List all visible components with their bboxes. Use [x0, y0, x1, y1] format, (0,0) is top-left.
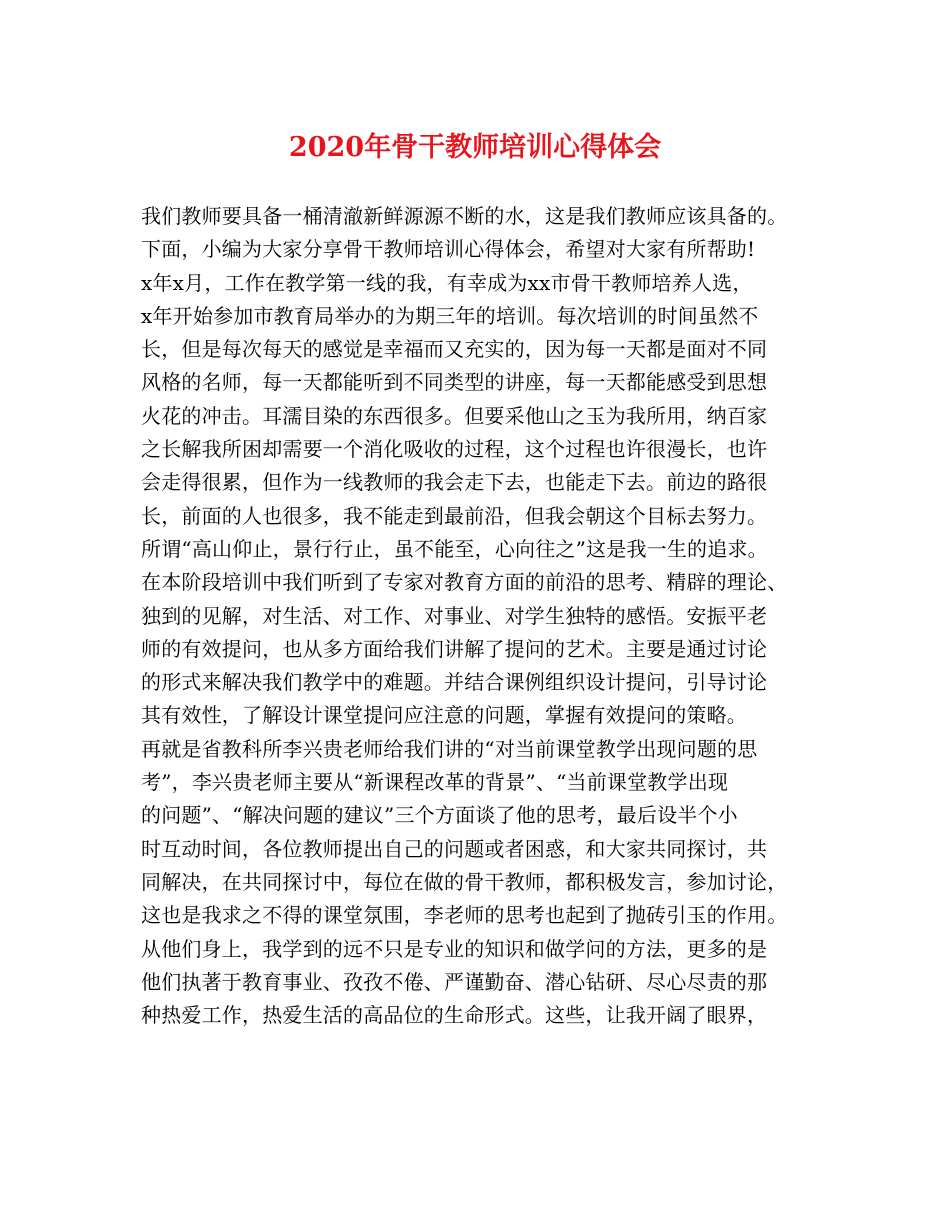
body-line: 我们教师要具备一桶清澈新鲜源源不断的水，这是我们教师应该具备的。 — [141, 204, 788, 228]
body-line: 所谓“高山仰止，景行行止，虽不能至，心向往之”这是我一生的追求。 — [141, 536, 768, 561]
body-line: 同解决，在共同探讨中，每位在做的骨干教师，都积极发言，参加讨论， — [141, 869, 788, 894]
body-line: 时互动时间，各位教师提出自己的问题或者困惑，和大家共同探讨，共 — [141, 836, 768, 861]
body-line: 独到的见解，对生活、对工作、对事业、对学生独特的感悟。安振平老 — [141, 603, 768, 628]
body-line: 他们执著于教育事业、孜孜不倦、严谨勤奋、潜心钻研、尽心尽责的那 — [141, 969, 768, 994]
body-line: 风格的名师，每一天都能听到不同类型的讲座，每一天都能感受到思想 — [141, 370, 768, 395]
body-line: 的形式来解决我们教学中的难题。并结合课例组织设计提问，引导讨论 — [141, 670, 768, 695]
body-line: 的问题”、“解决问题的建议”三个方面谈了他的思考，最后设半个小 — [141, 803, 738, 828]
body-line: 这也是我求之不得的课堂氛围，李老师的思考也起到了抛砖引玉的作用。 — [141, 903, 788, 928]
body-line: 长，但是每次每天的感觉是幸福而又充实的，因为每一天都是面对不同 — [141, 337, 768, 362]
body-line: x年x月，工作在教学第一线的我，有幸成为xx市骨干教师培养人选， — [141, 270, 753, 295]
body-line: 师的有效提问，也从多方面给我们讲解了提问的艺术。主要是通过讨论 — [141, 636, 768, 661]
body-line: 考”，李兴贵老师主要从“新课程改革的背景”、“当前课堂教学出现 — [141, 770, 729, 795]
body-line: 种热爱工作，热爱生活的高品位的生命形式。这些，让我开阔了眼界， — [141, 1003, 768, 1028]
body-line: 会走得很累，但作为一线教师的我会走下去，也能走下去。前边的路很 — [141, 470, 768, 495]
body-line: 其有效性，了解设计课堂提问应注意的问题，掌握有效提问的策略。 — [141, 703, 747, 728]
body-line: 之长解我所困却需要一个消化吸收的过程，这个过程也许很漫长，也许 — [141, 437, 768, 462]
body-line: 下面，小编为大家分享骨干教师培训心得体会，希望对大家有所帮助! — [141, 237, 756, 262]
document-title: 2020年骨干教师培训心得体会 — [288, 132, 662, 163]
document-body — [141, 200, 841, 1032]
body-line: 再就是省教科所李兴贵老师给我们讲的“对当前课堂教学出现问题的思 — [141, 736, 758, 761]
body-line: 在本阶段培训中我们听到了专家对教育方面的前沿的思考、精辟的理论、 — [141, 570, 788, 595]
body-line: 从他们身上，我学到的远不只是专业的知识和做学问的方法，更多的是 — [141, 936, 768, 961]
body-line: 长，前面的人也很多，我不能走到最前沿，但我会朝这个目标去努力。 — [141, 503, 768, 528]
body-line: 火花的冲击。耳濡目染的东西很多。但要采他山之玉为我所用，纳百家 — [141, 403, 768, 428]
body-line: x年开始参加市教育局举办的为期三年的培训。每次培训的时间虽然不 — [141, 303, 759, 328]
